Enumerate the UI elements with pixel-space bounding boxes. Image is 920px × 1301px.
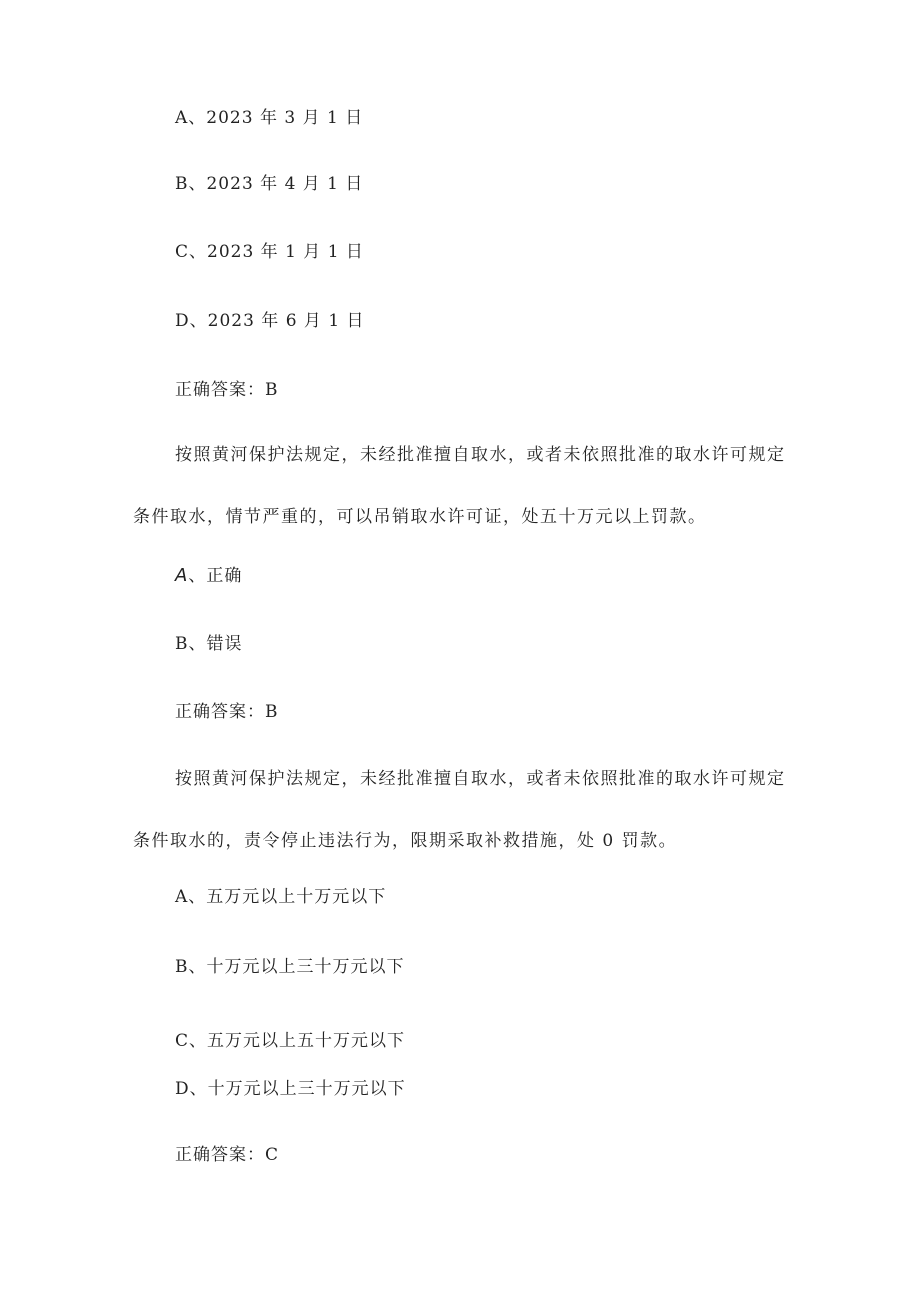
q2-answer: 正确答案：B (175, 702, 279, 722)
q2-option-b: B、错误 (175, 634, 243, 654)
q2-stem-line2: 条件取水，情节严重的，可以吊销取水许可证，处五十万元以上罚款。 (133, 507, 707, 527)
q2-stem-line1: 按照黄河保护法规定，未经批准擅自取水，或者未依照批准的取水许可规定 (175, 445, 786, 465)
q2-stem (133, 444, 803, 528)
q3-stem-line1: 按照黄河保护法规定，未经批准擅自取水，或者未依照批准的取水许可规定 (175, 769, 786, 789)
q1-option-c: C、2023 年 1 月 1 日 (175, 242, 364, 262)
q3-stem-line2: 条件取水的，责令停止违法行为，限期采取补救措施，处 0 罚款。 (133, 831, 678, 851)
q2-option-a (175, 565, 242, 587)
q3-option-d: D、十万元以上三十万元以下 (175, 1079, 406, 1099)
q1-answer: 正确答案：B (175, 380, 279, 400)
q1-option-b: B、2023 年 4 月 1 日 (175, 174, 364, 194)
q3-answer: 正确答案：C (175, 1145, 280, 1165)
q3-option-a: A、五万元以上十万元以下 (175, 887, 387, 907)
q3-option-b: B、十万元以上三十万元以下 (175, 957, 405, 977)
q2-option-a-text: 、正确 (188, 566, 243, 586)
q1-option-d: D、2023 年 6 月 1 日 (175, 311, 365, 331)
q3-option-c: C、五万元以上五十万元以下 (175, 1031, 406, 1051)
q1-option-a: A、2023 年 3 月 1 日 (175, 108, 364, 128)
q2-option-a-letter: A (175, 565, 189, 586)
q3-stem (133, 768, 803, 852)
